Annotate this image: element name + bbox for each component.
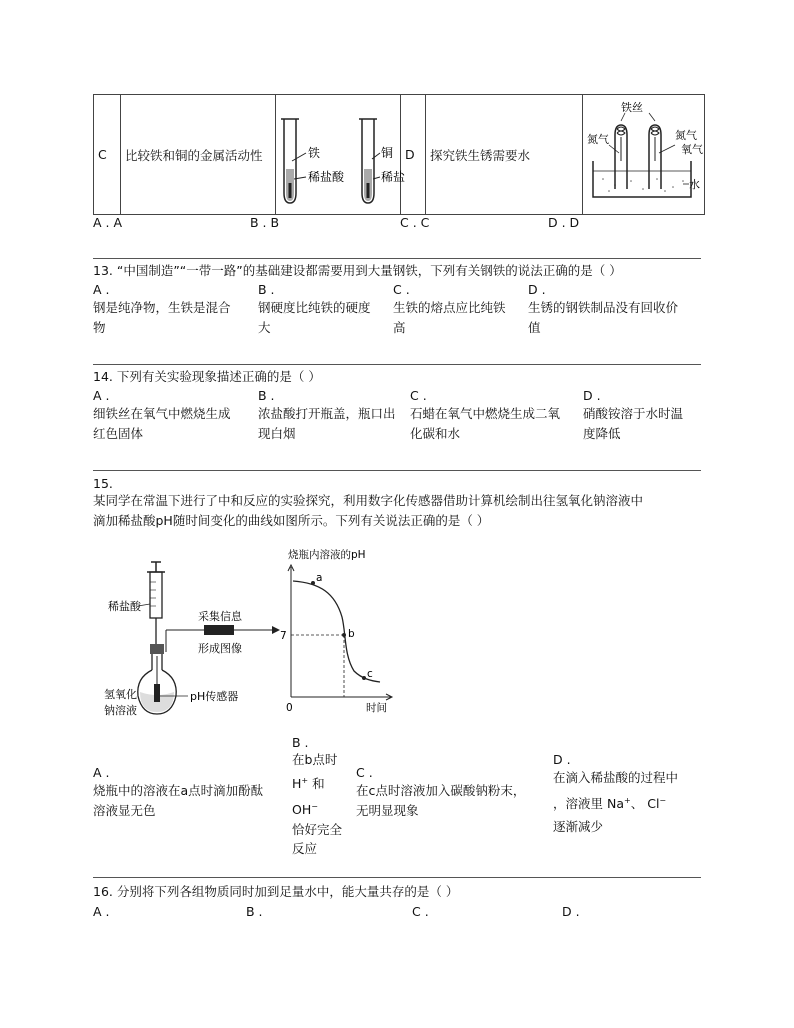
q15-option-b[interactable]: B . 在b点时 H+ 和 OH− 恰好完全 反应 xyxy=(292,735,343,857)
point-b xyxy=(342,633,346,637)
o2-right-label: 氧气 xyxy=(681,143,703,156)
q16-option-c[interactable]: C . xyxy=(412,904,429,919)
q14-stem: 14. 下列有关实验现象描述正确的是（ ） xyxy=(93,369,321,384)
naoh-label-1: 氢氧化 xyxy=(104,688,137,701)
chart-xlabel: 时间 xyxy=(366,702,387,714)
q15-number: 15. xyxy=(93,476,113,491)
iron-wire-label: 铁丝 xyxy=(621,101,643,114)
naoh-label-2: 钠溶液 xyxy=(104,704,137,717)
tick-zero: 0 xyxy=(286,702,293,714)
q16-option-a[interactable]: A . xyxy=(93,904,110,919)
test-tube-figure xyxy=(276,95,406,211)
point-c xyxy=(362,676,366,680)
q15-stem-line-1: 某同学在常温下进行了中和反应的实验探究，利用数字化传感器借助计算机绘制出往氢氧化钠溶液中 xyxy=(93,493,644,508)
q14-option-a[interactable]: A . 细铁丝在氧气中燃烧生成 红色固体 xyxy=(93,388,231,441)
options-table xyxy=(93,94,705,215)
acid-label: 稀盐酸 xyxy=(108,600,141,613)
q13-option-c[interactable]: C . 生铁的熔点应比纯铁 高 xyxy=(393,282,506,335)
iron-label: 铁 xyxy=(308,146,321,160)
q16-option-d[interactable]: D . xyxy=(562,904,580,919)
q13-option-d[interactable]: D . 生锈的钢铁制品没有回收价 值 xyxy=(528,282,679,335)
q15-stem-line-2: 滴加稀盐酸pH随时间变化的曲线如图所示。下列有关说法正确的是（ ） xyxy=(93,513,490,528)
divider xyxy=(93,470,701,471)
q16-option-b[interactable]: B . xyxy=(246,904,263,919)
form-label: 形成图像 xyxy=(198,642,242,655)
q15-option-c[interactable]: C . 在c点时溶液加入碳酸钠粉末， 无明显现象 xyxy=(356,765,526,818)
label-c: c xyxy=(367,668,373,680)
q12-option-c[interactable]: C . C xyxy=(400,215,430,230)
ph-curve xyxy=(293,581,380,682)
row-c-figure xyxy=(276,95,406,215)
divider xyxy=(93,364,701,365)
collect-label: 采集信息 xyxy=(198,610,242,623)
q16-stem: 16. 分别将下列各组物质同时加到足量水中，能大量共存的是（ ） xyxy=(93,884,459,899)
q15-option-a[interactable]: A . 烧瓶中的溶液在a点时滴加酚酞 溶液显无色 xyxy=(93,765,264,818)
row-d-letter: D xyxy=(401,95,426,215)
q13-option-b[interactable]: B . 钢硬度比纯铁的硬度 大 xyxy=(258,282,371,335)
label-b: b xyxy=(348,628,355,640)
water-label: 水 xyxy=(689,178,700,191)
q14-option-b[interactable]: B . 浓盐酸打开瓶盖，瓶口出 现白烟 xyxy=(258,388,396,441)
sensor-label: pH传感器 xyxy=(190,690,239,703)
ph-chart xyxy=(280,545,400,720)
tick-seven: 7 xyxy=(280,630,287,642)
divider xyxy=(93,877,701,878)
row-d-text: 探究铁生锈需要水 xyxy=(426,95,583,215)
point-a xyxy=(311,581,315,585)
q14-option-d[interactable]: D . 硝酸铵溶于水时温 度降低 xyxy=(583,388,684,441)
n2-left-label: 氮气 xyxy=(587,133,609,146)
q12-option-a[interactable]: A . A xyxy=(93,215,123,230)
copper-label: 铜 xyxy=(381,146,394,160)
q13-option-a[interactable]: A . 钢是纯净物，生铁是混合 物 xyxy=(93,282,231,335)
n2-right-label: 氮气 xyxy=(675,129,697,142)
q12-option-b[interactable]: B . B xyxy=(250,215,280,230)
divider xyxy=(93,258,701,259)
q15-option-d[interactable]: D . 在滴入稀盐酸的过程中 ，溶液里 Na+、 Cl− 逐渐减少 xyxy=(553,752,679,835)
q14-option-c[interactable]: C . 石蜡在氧气中燃烧生成二氧 化碳和水 xyxy=(410,388,561,441)
acid-label-2: 稀盐 xyxy=(381,170,406,184)
row-d-figure xyxy=(583,95,705,215)
row-c-text: 比较铁和铜的金属活动性 xyxy=(121,95,276,215)
chart-ylabel: 烧瓶内溶液的pH xyxy=(288,549,366,561)
label-a: a xyxy=(316,572,323,584)
q12-option-d[interactable]: D . D xyxy=(548,215,580,230)
apparatus-figure xyxy=(100,560,290,730)
acid-label-1: 稀盐酸 xyxy=(308,170,345,184)
row-c-letter: C xyxy=(94,95,121,215)
q13-stem: 13. “中国制造”“一带一路”的基础建设都需要用到大量钢铁，下列有关钢铁的说法正确的是（ ） xyxy=(93,263,622,278)
rust-experiment-figure xyxy=(583,95,703,211)
